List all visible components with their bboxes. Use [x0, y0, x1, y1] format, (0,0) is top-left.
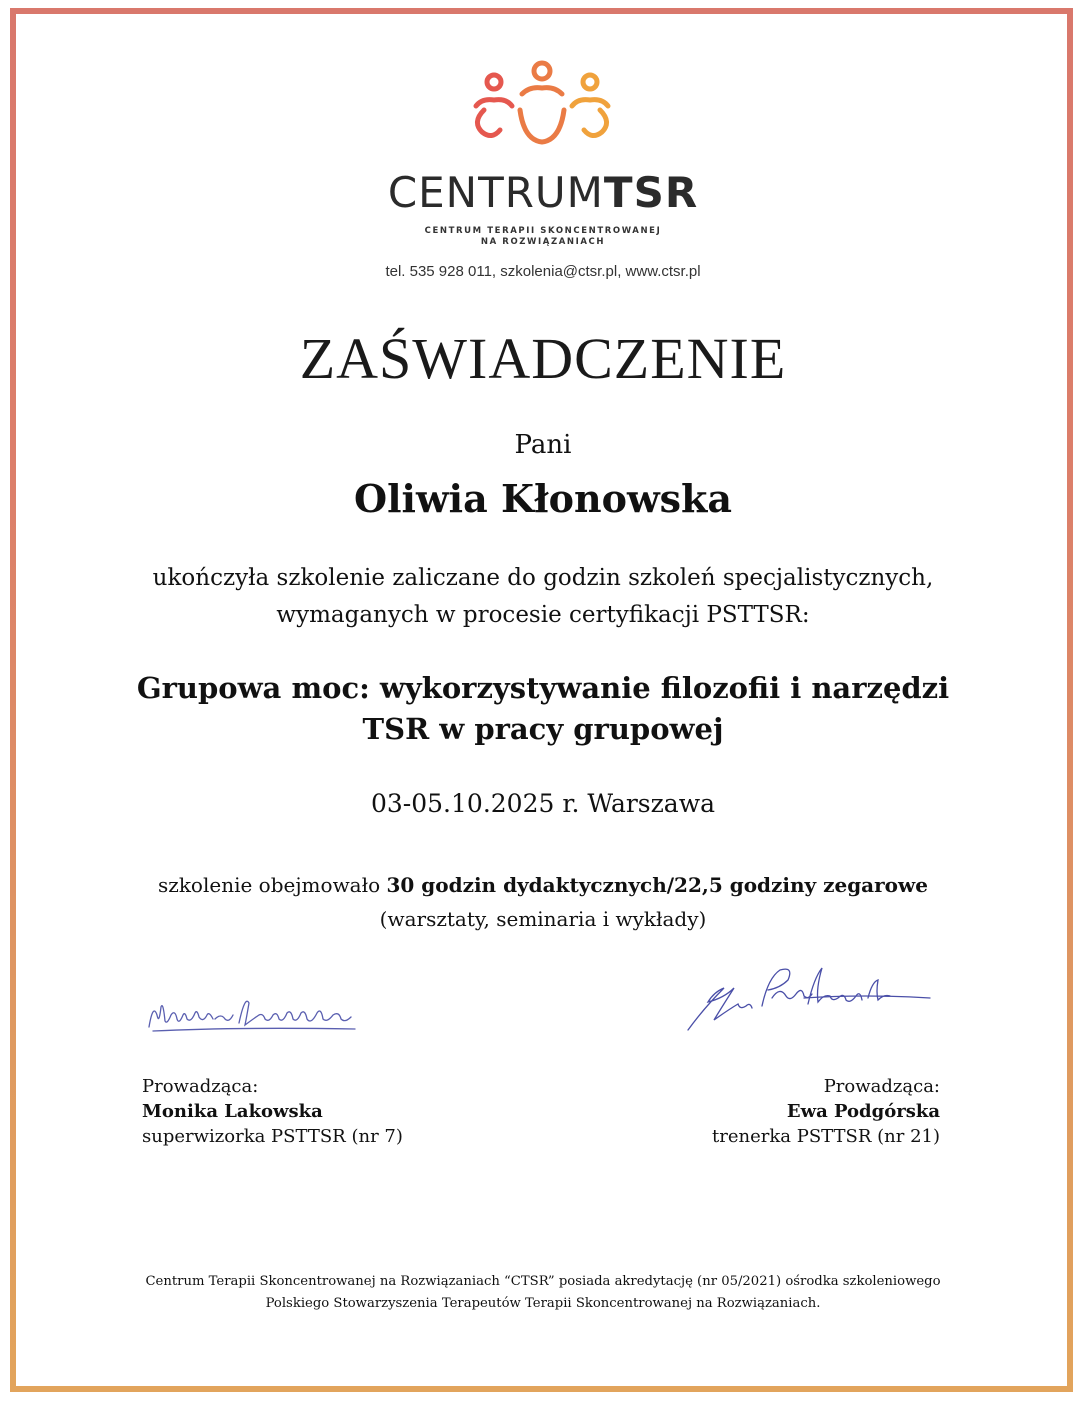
leader-left — [142, 1074, 502, 1149]
accreditation-footer: Centrum Terapii Skoncentrowanej na Rozwiązaniach “CTSR” posiada akredytację (nr 05/2021) ośrodka szkoleniowego Polskiego Stowarzyszenia Terapeutów Terapii Skoncentrowanej na Rozwiązaniach. — [145, 1274, 941, 1311]
contact-info: tel. 535 928 011, szkolenia@ctsr.pl, www.ctsr.pl — [385, 263, 701, 280]
completion-statement: ukończyła szkolenie zaliczane do godzin szkoleń specjalistycznych, wymaganych w procesie certyfikacji PSTTSR: — [152, 565, 934, 628]
leader-name: Ewa Podgórska — [786, 1101, 940, 1122]
leader-role: superwizorka PSTTSR (nr 7) — [142, 1126, 403, 1147]
course-title: Grupowa moc: wykorzystywanie filozofii i narzędzi TSR w pracy grupowej — [136, 671, 950, 746]
leader-label: Prowadząca: — [823, 1076, 940, 1097]
certificate-title: ZAŚWIADCZENIE — [299, 326, 787, 391]
signature-ewa-podgorska — [684, 958, 934, 1038]
leader-label: Prowadząca: — [142, 1076, 259, 1097]
leader-right — [580, 1074, 940, 1149]
recipient-name: Oliwia Kłonowska — [354, 476, 732, 521]
signature-monika-lakowska — [145, 985, 365, 1045]
training-hours: szkolenie obejmowało 30 godzin dydaktycznych/22,5 godziny zegarowe (warsztaty, seminaria i wykłady) — [158, 873, 928, 931]
ctsr-people-logo-icon — [462, 60, 622, 155]
logo-wordmark: CENTRUMTSR — [387, 168, 699, 217]
leader-role: trenerka PSTTSR (nr 21) — [712, 1126, 940, 1147]
date-and-city: 03-05.10.2025 r. Warszawa — [370, 789, 716, 818]
leader-name: Monika Lakowska — [142, 1101, 323, 1122]
logo-subtitle: CENTRUM TERAPII SKONCENTROWANEJ NA ROZWIĄZANIACH — [424, 226, 662, 247]
salutation: Pani — [514, 430, 572, 460]
